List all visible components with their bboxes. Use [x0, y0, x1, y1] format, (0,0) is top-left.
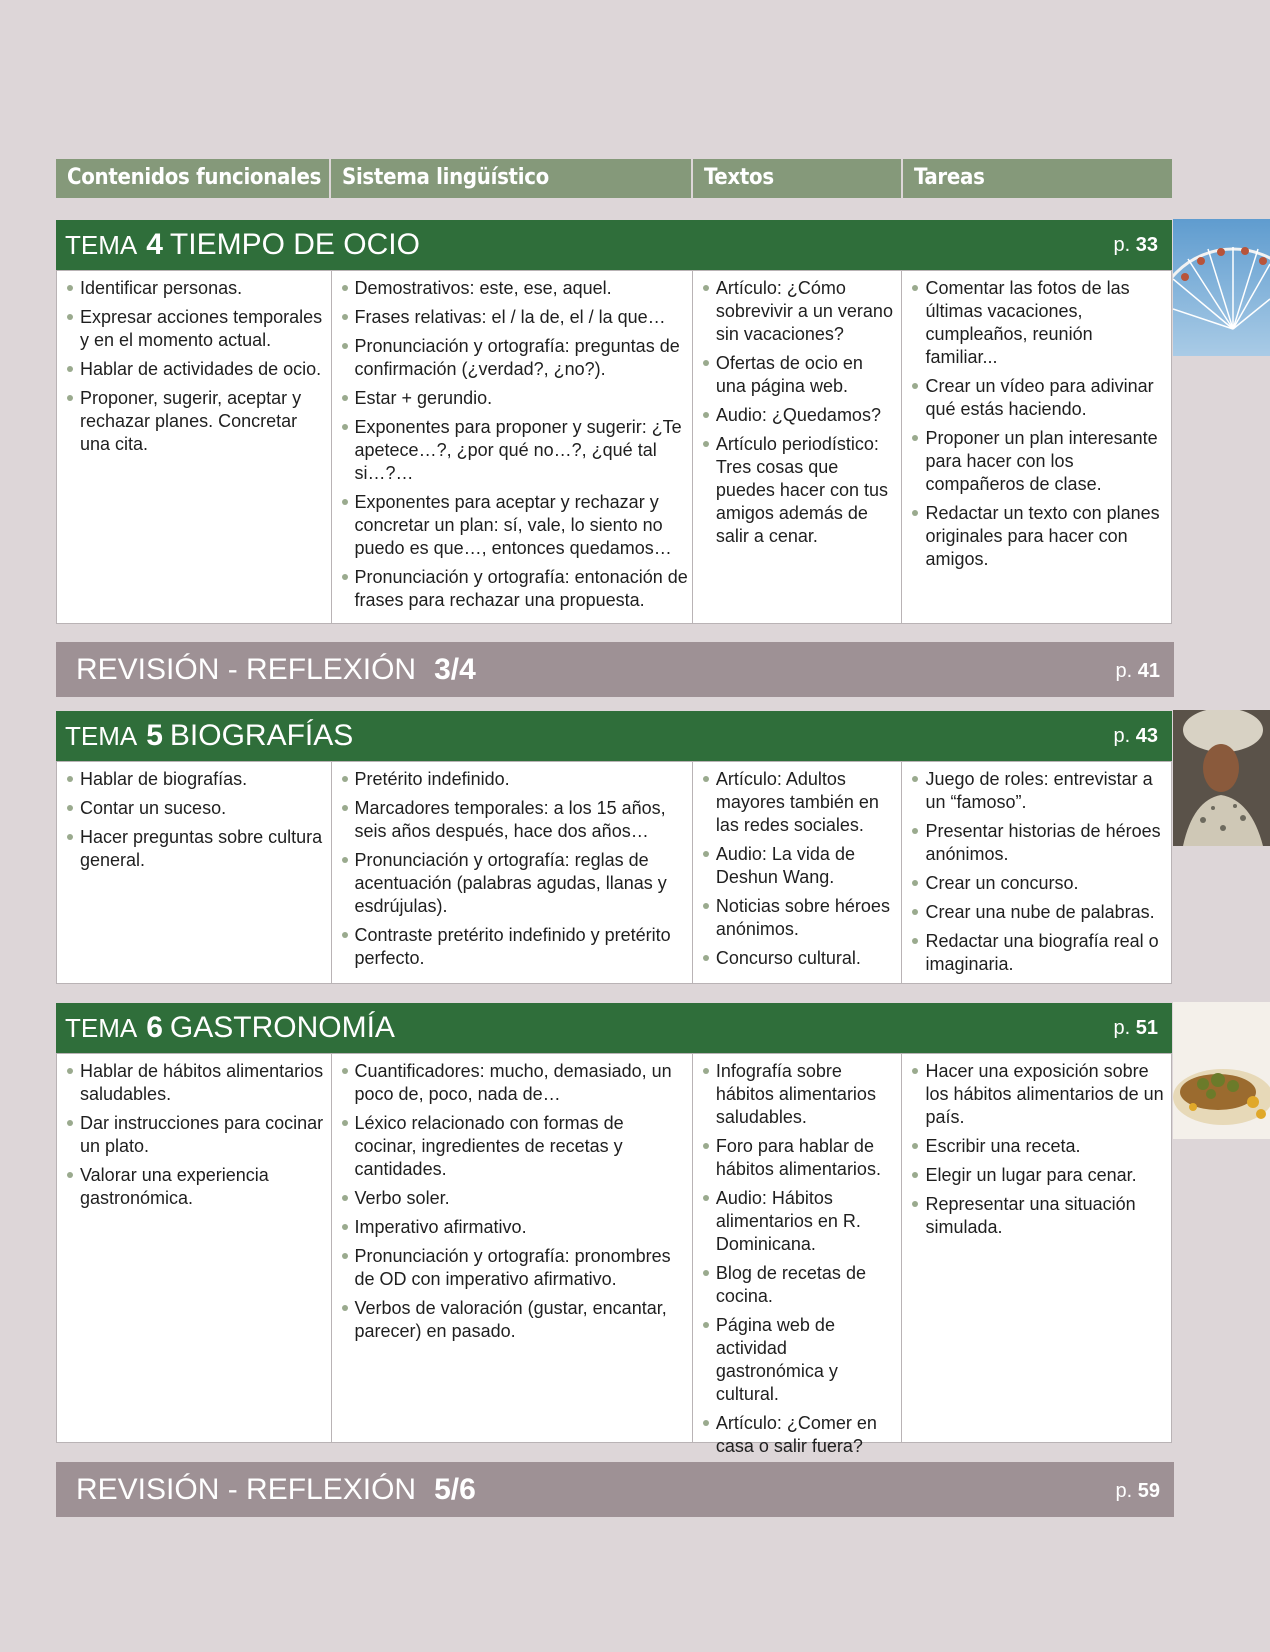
tema-6-table [56, 1053, 1172, 1456]
list-item: Artículo periodístico: Tres cosas que puedes hacer con tus amigos además de salir a cenar. [701, 433, 898, 548]
header-tareas: Tareas [914, 165, 985, 190]
tema-number: 6 [146, 1011, 163, 1044]
list-item: Crear una nube de palabras. [910, 901, 1167, 924]
list-item: Crear un vídeo para adivinar qué estás haciendo. [910, 375, 1167, 421]
tema-4-table [56, 270, 1172, 624]
list-item: Léxico relacionado con formas de cocinar, ingredientes de recetas y cantidades. [340, 1112, 688, 1181]
food-dish-photo-icon [1173, 1002, 1270, 1139]
list-item: Demostrativos: este, ese, aquel. [340, 277, 688, 300]
woman-headwrap-photo-icon [1173, 710, 1270, 846]
linguistico-column [332, 271, 693, 623]
tema-word: TEMA [65, 1012, 138, 1043]
textos-column [693, 271, 903, 623]
funcionales-column [57, 762, 332, 983]
list-item: Marcadores temporales: a los 15 años, seis años después, hace dos años… [340, 797, 688, 843]
list-item: Pronunciación y ortografía: reglas de acentuación (palabras agudas, llanas y esdrújulas). [340, 849, 688, 918]
list-item: Pronunciación y ortografía: pronombres de OD con imperativo afirmativo. [340, 1245, 688, 1291]
list-item: Verbo soler. [340, 1187, 688, 1210]
list-item: Redactar un texto con planes originales para hacer con amigos. [910, 502, 1167, 571]
funcionales-column [57, 271, 332, 623]
tareas-column [902, 271, 1171, 623]
list-item: Proponer un plan interesante para hacer con los compañeros de clase. [910, 427, 1167, 496]
list-item: Concurso cultural. [701, 947, 898, 970]
list-item: Blog de recetas de cocina. [701, 1262, 898, 1308]
tema-title: BIOGRAFÍAS [169, 719, 354, 752]
list-item: Cuantificadores: mucho, demasiado, un poco de, poco, nada de… [340, 1060, 688, 1106]
textos-column [693, 762, 903, 983]
list-item: Contar un suceso. [65, 797, 327, 820]
list-item: Representar una situación simulada. [910, 1193, 1167, 1239]
list-item: Contraste pretérito indefinido y pretérito perfecto. [340, 924, 688, 970]
list-item: Pretérito indefinido. [340, 768, 688, 791]
list-item: Hablar de biografías. [65, 768, 327, 791]
list-item: Artículo: ¿Comer en casa o salir fuera? [701, 1412, 898, 1458]
page-reference: p. 59 [1115, 1480, 1160, 1502]
textos-column [693, 1054, 903, 1456]
list-item: Presentar historias de héroes anónimos. [910, 820, 1167, 866]
list-item: Ofertas de ocio en una página web. [701, 352, 898, 398]
list-item: Foro para hablar de hábitos alimentarios. [701, 1135, 898, 1181]
tema-6-bar [56, 1003, 1172, 1053]
tema-title: GASTRONOMÍA [169, 1011, 395, 1044]
list-item: Página web de actividad gastronómica y cultural. [701, 1314, 898, 1406]
tema-4-bar [56, 220, 1172, 270]
linguistico-column [332, 1054, 693, 1442]
list-item: Hablar de actividades de ocio. [65, 358, 327, 381]
list-item: Exponentes para proponer y sugerir: ¿Te apetece…?, ¿por qué no…?, ¿qué tal si…?… [340, 416, 688, 485]
list-item: Redactar una biografía real o imaginaria. [910, 930, 1167, 976]
list-item: Comentar las fotos de las últimas vacaciones, cumpleaños, reunión familiar... [910, 277, 1167, 369]
list-item: Escribir una receta. [910, 1135, 1167, 1158]
tareas-column [902, 762, 1171, 983]
tema-5-table [56, 761, 1172, 984]
tema-5-bar [56, 711, 1172, 761]
list-item: Noticias sobre héroes anónimos. [701, 895, 898, 941]
list-item: Audio: La vida de Deshun Wang. [701, 843, 898, 889]
tema-word: TEMA [65, 720, 138, 751]
list-item: Pronunciación y ortografía: preguntas de confirmación (¿verdad?, ¿no?). [340, 335, 688, 381]
list-item: Juego de roles: entrevistar a un “famoso”. [910, 768, 1167, 814]
funcionales-column [57, 1054, 332, 1442]
list-item: Artículo: ¿Cómo sobrevivir a un verano sin vacaciones? [701, 277, 898, 346]
list-item: Hacer preguntas sobre cultura general. [65, 826, 327, 872]
tema-number: 5 [146, 719, 163, 752]
list-item: Expresar acciones temporales y en el momento actual. [65, 306, 327, 352]
list-item: Pronunciación y ortografía: entonación de frases para rechazar una propuesta. [340, 566, 688, 612]
list-item: Verbos de valoración (gustar, encantar, parecer) en pasado. [340, 1297, 688, 1343]
list-item: Estar + gerundio. [340, 387, 688, 410]
list-item: Hablar de hábitos alimentarios saludables. [65, 1060, 327, 1106]
revision-5-6-bar [56, 1462, 1174, 1517]
column-header-row [56, 159, 1172, 198]
page-reference: p. 33 [1113, 234, 1158, 256]
list-item: Audio: Hábitos alimentarios en R. Dominicana. [701, 1187, 898, 1256]
page-reference: p. 41 [1115, 660, 1160, 682]
list-item: Hacer una exposición sobre los hábitos alimentarios de un país. [910, 1060, 1167, 1129]
list-item: Crear un concurso. [910, 872, 1167, 895]
tema-title: TIEMPO DE OCIO [169, 228, 420, 261]
page-reference: p. 43 [1113, 725, 1158, 747]
list-item: Elegir un lugar para cenar. [910, 1164, 1167, 1187]
revision-3-4-bar [56, 642, 1174, 697]
list-item: Infografía sobre hábitos alimentarios saludables. [701, 1060, 898, 1129]
page-reference: p. 51 [1113, 1017, 1158, 1039]
ferris-wheel-photo-icon [1173, 219, 1270, 356]
list-item: Exponentes para aceptar y rechazar y concretar un plan: sí, vale, lo siento no puedo es que…, entonces quedamos… [340, 491, 688, 560]
list-item: Imperativo afirmativo. [340, 1216, 688, 1239]
revision-label: REVISIÓN - REFLEXIÓN [76, 1472, 417, 1506]
revision-label: REVISIÓN - REFLEXIÓN [76, 652, 417, 686]
list-item: Frases relativas: el / la de, el / la que… [340, 306, 688, 329]
tema-word: TEMA [65, 229, 138, 260]
header-textos: Textos [693, 159, 903, 198]
tema-number: 4 [146, 228, 163, 261]
linguistico-column [332, 762, 693, 983]
list-item: Valorar una experiencia gastronómica. [65, 1164, 327, 1210]
list-item: Proponer, sugerir, aceptar y rechazar planes. Concretar una cita. [65, 387, 327, 456]
header-sistema-linguistico: Sistema lingüístico [331, 159, 693, 198]
list-item: Artículo: Adultos mayores también en las redes sociales. [701, 768, 898, 837]
list-item: Identificar personas. [65, 277, 327, 300]
tareas-column [902, 1054, 1171, 1442]
header-contenidos-funcionales: Contenidos funcionales [56, 159, 331, 198]
list-item: Audio: ¿Quedamos? [701, 404, 898, 427]
list-item: Dar instrucciones para cocinar un plato. [65, 1112, 327, 1158]
revision-number: 5/6 [434, 1472, 476, 1506]
revision-number: 3/4 [434, 652, 476, 686]
